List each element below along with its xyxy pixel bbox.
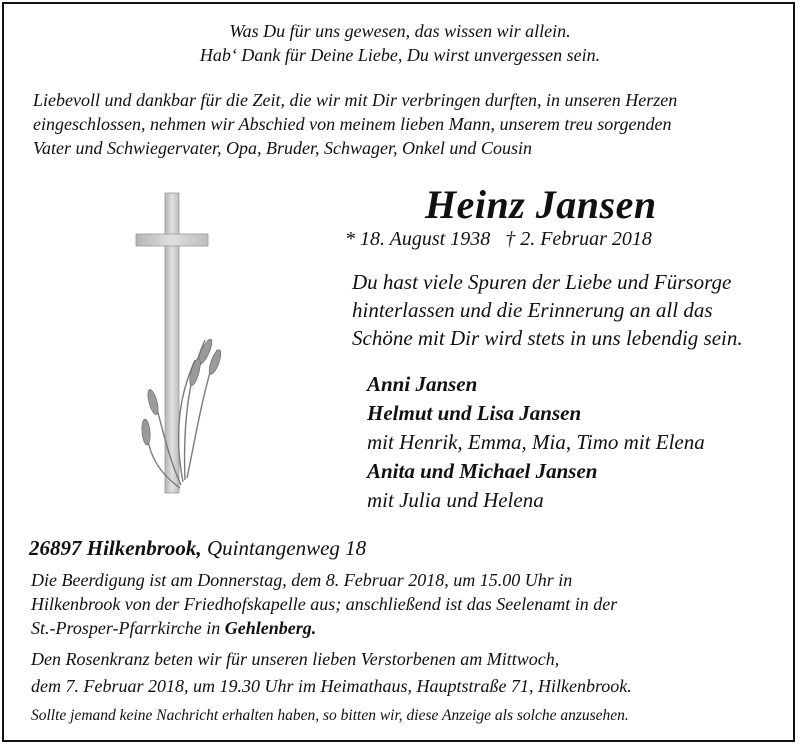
death-date: † 2. Februar 2018 xyxy=(505,228,652,250)
verse-line-2: hinterlassen und die Erinnerung an all das xyxy=(352,298,713,322)
family-name-1: Anni Jansen xyxy=(367,372,478,396)
funeral-line-2: Hilkenbrook von der Friedhofskapelle aus; anschließend ist das Seelenamt in der xyxy=(31,594,618,614)
address-city: 26897 Hilkenbrook, xyxy=(29,536,202,560)
birth-date: * 18. August 1938 xyxy=(345,228,491,250)
family-sub-3: mit Julia und Helena xyxy=(367,488,544,512)
address-street: Quintangenweg 18 xyxy=(206,536,367,560)
rosary-line-1: Den Rosenkranz beten wir für unseren lieben Verstorbenen am Mittwoch, xyxy=(31,649,560,669)
address xyxy=(29,536,366,561)
footer-note: Sollte jemand keine Nachricht erhalten haben, so bitten wir, diese Anzeige als solche anzusehen. xyxy=(31,707,629,724)
deceased-name: Heinz Jansen xyxy=(425,182,657,227)
rosary-line-2: dem 7. Februar 2018, um 19.30 Uhr im Heimathaus, Hauptstraße 71, Hilkenbrook. xyxy=(31,676,632,696)
intro-line-2: eingeschlossen, nehmen wir Abschied von meinem lieben Mann, unserem treu sorgenden xyxy=(33,114,672,134)
funeral-line-3 xyxy=(31,616,316,640)
funeral-line-1: Die Beerdigung ist am Donnerstag, dem 8. Februar 2018, um 15.00 Uhr in xyxy=(31,570,573,590)
motto-line-1: Was Du für uns gewesen, das wissen wir allein. xyxy=(229,21,571,41)
family-name-2: Helmut und Lisa Jansen xyxy=(367,401,582,425)
intro-line-1: Liebevoll und dankbar für die Zeit, die wir mit Dir verbringen durften, in unseren Herzen xyxy=(33,90,678,110)
deceased-dates xyxy=(345,228,652,251)
motto-line-2: Hab‘ Dank für Deine Liebe, Du wirst unvergessen sein. xyxy=(199,45,601,65)
verse-line-3: Schöne mit Dir wird stets in uns lebendig sein. xyxy=(352,326,743,350)
funeral-church: St.-Prosper-Pfarrkirche in xyxy=(31,618,221,638)
intro-line-3: Vater und Schwiegervater, Opa, Bruder, Schwager, Onkel und Cousin xyxy=(33,138,532,158)
family-name-3: Anita und Michael Jansen xyxy=(367,459,598,483)
cross-wheat-icon xyxy=(125,190,235,520)
family-sub-2: mit Henrik, Emma, Mia, Timo mit Elena xyxy=(367,430,705,454)
verse-line-1: Du hast viele Spuren der Liebe und Fürsorge xyxy=(352,270,732,294)
funeral-town: Gehlenberg. xyxy=(224,618,317,638)
